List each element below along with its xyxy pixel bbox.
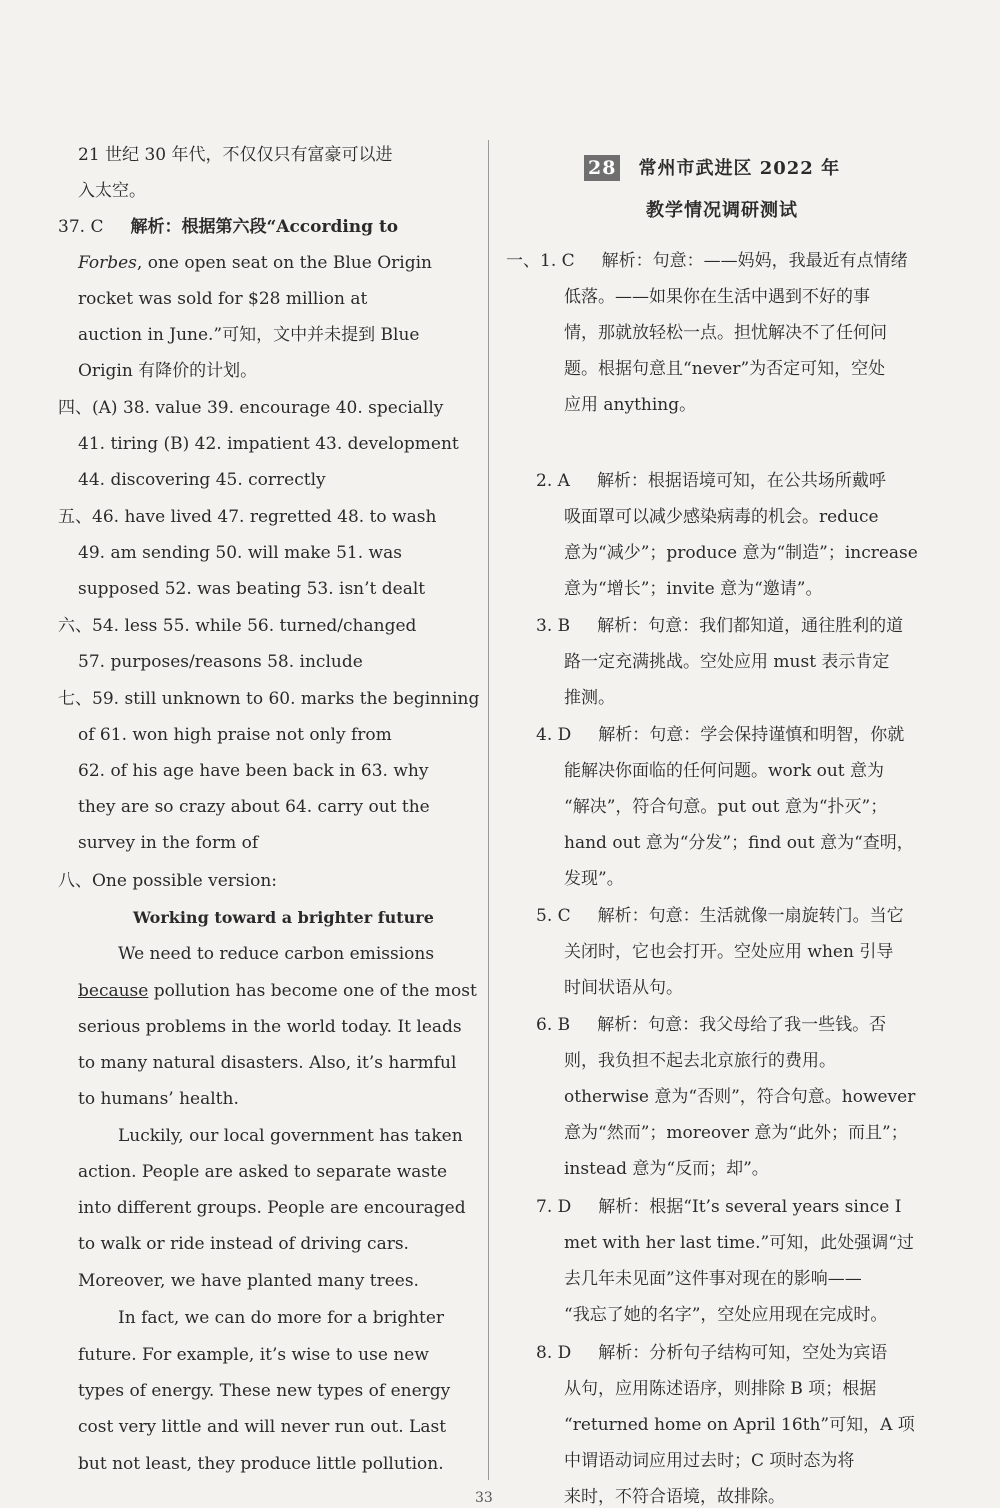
essay-title: Working toward a brighter future — [133, 908, 434, 927]
text-line: 路一定充满挑战。空处应用 must 表示肯定 — [564, 652, 890, 672]
essay-line: Moreover, we have planted many trees. — [78, 1271, 419, 1291]
answer-number: 4. D — [536, 725, 572, 745]
text-line: 情，那就放轻松一点。担忧解决不了任何问 — [564, 323, 887, 343]
text-line: 62. of his age have been back in 63. why — [78, 761, 429, 781]
analysis-text: 解析：根据语境可知，在公共场所戴呼 — [596, 471, 886, 491]
text-line: 21 世纪 30 年代，不仅仅只有富豪可以进 — [78, 145, 393, 165]
answer-6-line — [536, 1014, 886, 1036]
section-6-line: 六、54. less 55. while 56. turned/changed — [58, 616, 417, 636]
text-line: 意为“然而”；moreover 意为“此外；而且”； — [564, 1123, 908, 1143]
text-line — [78, 252, 432, 274]
text-line: 低落。——如果你在生活中遇到不好的事 — [564, 287, 870, 307]
analysis-text: 解析：句意：生活就像一扇旋转门。当它 — [597, 906, 904, 926]
essay-line: Luckily, our local government has taken — [118, 1126, 463, 1146]
text-line: “returned home on April 16th”可知，A 项 — [564, 1415, 915, 1435]
essay-line: cost very little and will never run out. Last — [78, 1417, 447, 1437]
answer-8-line — [536, 1342, 887, 1364]
answer-4-line — [536, 724, 904, 746]
text-line: 从句，应用陈述语序，则排除 B 项；根据 — [564, 1379, 877, 1399]
text-line: “我忘了她的名字”，空处应用现在完成时。 — [564, 1305, 888, 1325]
essay-line: In fact, we can do more for a brighter — [118, 1308, 445, 1328]
answer-number: 2. A — [536, 471, 570, 491]
answer-number: 7. D — [536, 1197, 572, 1217]
text-line: Origin 有降价的计划。 — [78, 361, 258, 381]
text-fragment: , one open seat on the Blue Origin — [136, 253, 432, 273]
analysis-text: 解析：句意：我们都知道，通往胜利的道 — [597, 616, 904, 636]
text-line: 推测。 — [564, 688, 615, 708]
answer-number: 3. B — [536, 616, 571, 636]
essay-line: but not least, they produce little pollution. — [78, 1454, 444, 1474]
essay-line: into different groups. People are encouraged — [78, 1198, 466, 1218]
answer-number: 一、1. C — [506, 251, 575, 271]
answer-7-line — [536, 1196, 901, 1218]
essay-line — [78, 980, 477, 1002]
essay-line: types of energy. These new types of energy — [78, 1381, 451, 1401]
text-line: 入太空。 — [78, 181, 146, 201]
section-heading — [584, 155, 840, 182]
text-line: 发现”。 — [564, 869, 624, 889]
essay-line: serious problems in the world today. It leads — [78, 1017, 462, 1037]
answer-number: 37. C — [58, 217, 104, 237]
heading-line-1: 常州市武进区 2022 年 — [638, 158, 841, 179]
text-fragment: pollution has become one of the most — [148, 981, 477, 1001]
essay-line: to walk or ride instead of driving cars. — [78, 1234, 409, 1254]
text-line: 去几年未见面”这件事对现在的影响—— — [564, 1269, 862, 1289]
analysis-text: 解析：根据第六段“According to — [130, 217, 399, 237]
answer-3-line — [536, 615, 903, 637]
text-line: 来时，不符合语境，故排除。 — [564, 1487, 785, 1507]
answer-number: 8. D — [536, 1343, 572, 1363]
text-line: otherwise 意为“否则”，符合句意。however — [564, 1087, 916, 1107]
text-line: 吸面罩可以减少感染病毒的机会。reduce — [564, 507, 879, 527]
answer-1-line — [506, 250, 908, 272]
answer-2-line — [536, 470, 886, 492]
text-line: supposed 52. was beating 53. isn’t dealt — [78, 579, 426, 599]
essay-line: future. For example, it’s wise to use new — [78, 1345, 429, 1365]
analysis-text: 解析：根据“It’s several years since I — [598, 1197, 902, 1217]
essay-line: to humans’ health. — [78, 1089, 239, 1109]
analysis-text: 解析：句意：——妈妈，我最近有点情绪 — [601, 251, 908, 271]
text-line: 41. tiring (B) 42. impatient 43. development — [78, 434, 459, 454]
column-divider — [488, 140, 489, 1480]
text-line: 关闭时，它也会打开。空处应用 when 引导 — [564, 942, 894, 962]
section-7-line: 七、59. still unknown to 60. marks the beginning — [58, 689, 480, 709]
text-line: they are so crazy about 64. carry out the — [78, 797, 430, 817]
text-line: 57. purposes/reasons 58. include — [78, 652, 363, 672]
section-8-line: 八、One possible version: — [58, 871, 277, 891]
essay-line: We need to reduce carbon emissions — [118, 944, 435, 964]
text-line: instead 意为“反而；却”。 — [564, 1159, 769, 1179]
text-line: 应用 anything。 — [564, 395, 697, 415]
text-line: 49. am sending 50. will make 51. was — [78, 543, 402, 563]
text-line: auction in June.”可知，文中并未提到 Blue — [78, 325, 420, 345]
analysis-text: 解析：分析句子结构可知，空处为宾语 — [598, 1343, 888, 1363]
essay-line: action. People are asked to separate waste — [78, 1162, 448, 1182]
text-line: “解决”，符合句意。put out 意为“扑灭”； — [564, 797, 888, 817]
section-4-line: 四、(A) 38. value 39. encourage 40. specially — [58, 398, 444, 418]
section-5-line: 五、46. have lived 47. regretted 48. to wash — [58, 507, 437, 527]
analysis-text: 解析：句意：我父母给了我一些钱。否 — [597, 1015, 887, 1035]
text-line: rocket was sold for $28 million at — [78, 289, 368, 309]
answer-number: 5. C — [536, 906, 571, 926]
analysis-text: 解析：句意：学会保持谨慎和明智，你就 — [598, 725, 905, 745]
text-line: of 61. won high praise not only from — [78, 725, 392, 745]
text-line: hand out 意为“分发”；find out 意为“查明， — [564, 833, 914, 853]
page-number: 33 — [475, 1490, 493, 1506]
text-line: 能解决你面临的任何问题。work out 意为 — [564, 761, 885, 781]
answer-number: 6. B — [536, 1015, 571, 1035]
q37-line — [58, 216, 398, 238]
essay-line: to many natural disasters. Also, it’s harmful — [78, 1053, 457, 1073]
text-line: met with her last time.”可知，此处强调“过 — [564, 1233, 914, 1253]
text-line: 意为“减少”；produce 意为“制造”；increase — [564, 543, 918, 563]
italic-text: Forbes — [78, 253, 137, 273]
text-line: 则，我负担不起去北京旅行的费用。 — [564, 1051, 836, 1071]
text-line: survey in the form of — [78, 833, 259, 853]
answer-5-line — [536, 905, 904, 927]
underlined-word: because — [78, 981, 149, 1001]
text-line: 中谓语动词应用过去时；C 项时态为将 — [564, 1451, 855, 1471]
section-number-badge: 28 — [584, 155, 620, 181]
text-line: 意为“增长”；invite 意为“邀请”。 — [564, 579, 823, 599]
heading-line-2: 教学情况调研测试 — [646, 200, 798, 221]
text-line: 题。根据句意且“never”为否定可知，空处 — [564, 359, 886, 379]
text-line: 44. discovering 45. correctly — [78, 470, 326, 490]
text-line: 时间状语从句。 — [564, 978, 683, 998]
